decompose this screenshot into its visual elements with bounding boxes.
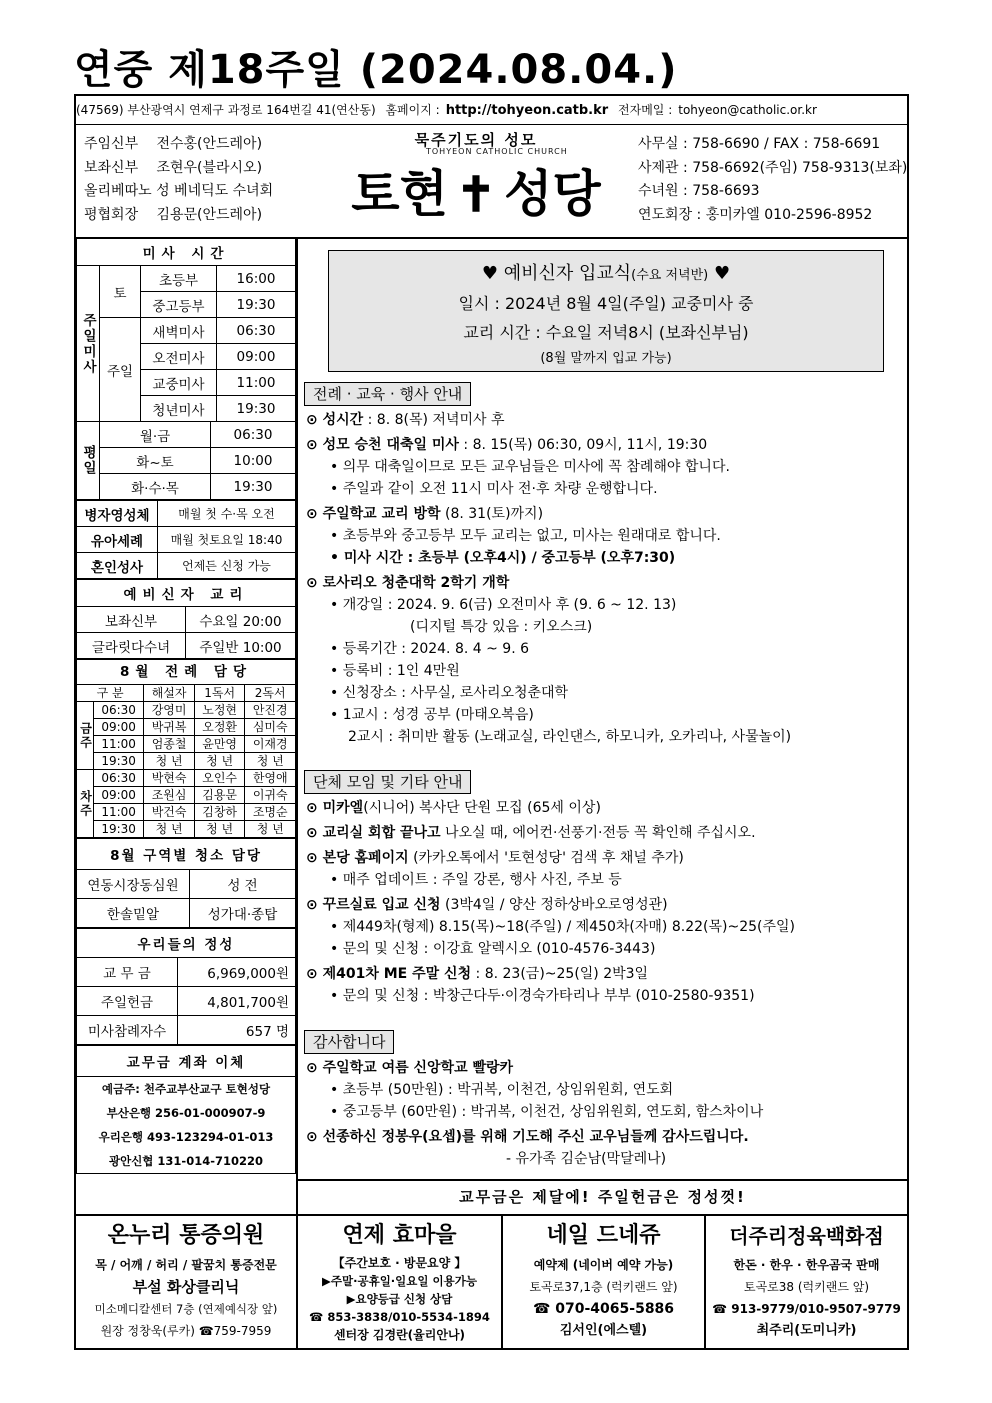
- footer-slogan: 교무금은 제달에! 주일헌금은 정성껏!: [298, 1179, 907, 1213]
- header: [76, 125, 907, 239]
- mass-heading: 미사 시간: [77, 239, 296, 266]
- address: (47569) 부산광역시 연제구 과정로 164번길 41(연산동): [76, 103, 376, 117]
- main-content: [298, 238, 907, 1318]
- mass-table: 미사 시간 주일미사 토 초등부 16:00 중고등부 19:30 주일 새벽미사 06:30 오전미사 09:00 교중미사 11:00 청년미사 19:30 평일 월·금 06:30 화~토 10:00 화·수·목 19:30: [76, 238, 296, 500]
- email-link[interactable]: tohyeon@catholic.or.kr: [678, 103, 817, 117]
- ad-nail: 네일 드네쥬 예약제 (네이버 예약 가능) 토곡로37,1층 (럭키랜드 앞) ☎ 070-4065-5886 김서인(에스텔): [503, 1216, 706, 1350]
- ad-butcher: 더주리정육백화점 한돈 · 한우 · 한우곰국 판매 토곡로38 (럭키랜드 앞) ☎ 913-9779/010-9507-9779 최주리(도미니카): [712, 1224, 901, 1338]
- section-tag-thanks: 감사합니다: [304, 1030, 394, 1054]
- catechumen-table: 예비신자 교리 보좌신부 수요일 20:00 글라릿다수녀 주일반 10:00: [76, 579, 296, 659]
- ads-row: [76, 1214, 907, 1350]
- bulletin-frame: [74, 94, 909, 1350]
- notice-box: ♥ 예비신자 입교식(수요 저녁반) ♥ 일시 : 2024년 8월 4일(주일) 교중미사 중 교리 시간 : 수요일 저녁8시 (보좌신부님) (8월 말까지 입교 가능): [328, 250, 884, 372]
- weekday-label: 평일: [77, 422, 100, 500]
- cleaning-table: 8월 구역별 청소 담당 연동시장동심원 성 전 한솔밑알 성가대·종탑: [76, 838, 296, 928]
- logo-prayer: 묵주기도의 성모: [414, 131, 538, 149]
- homepage-label: 홈페이지 :: [385, 103, 440, 117]
- duty-table: 8월 전례 담당 구 분 해설자 1독서 2독서 금주 06:30 강영미 노정현 안진경 09:00 박귀복 오정환 심미숙 11:00 엄종철 윤만영 이재경 19:30 청 년 청 년 청 년 차주 06:30 박현숙 오인수 한영애 09:00 조원심 김용문 이귀숙 11:00 박건숙 김창하 조명순 19:30 청 년 청 년 청 년: [76, 659, 296, 838]
- page-title: 연중 제18주일 (2024.08.04.): [74, 47, 678, 93]
- sunday-mass-label: 주일미사: [77, 266, 100, 422]
- sacrament-table: 병자영성체 매월 첫 수·목 오전 유아세례 매월 첫토요일 18:40 혼인성사 언제든 신청 가능: [76, 500, 296, 579]
- offering-table: 우리들의 정성 교 무 금 6,969,000원 주일헌금 4,801,700원 미사참례자수 657 명: [76, 928, 296, 1045]
- section-groups: ⊙ 미카엘(시니어) 복사단 단원 모집 (65세 이상) ⊙ 교리실 회합 끝나고 나오실 때, 에어컨·선풍기·전등 꼭 확인해 주십시오. ⊙ 본당 홈페이지 (카카오톡에서 '토현성당' 검색 후 채널 추가) • 매주 업데이트 : 주일 강론, 행사 사진, 주보 등 ⊙ 꾸르실료 입교 신청 (3박4일 / 양산 정하상바오로영성관) • 제449차(형제) 8.15(목)~18(주일) / 제450차(자매) 8.22(목)~25(주일) • 문의 및 신청 : 이강효 알렉시오 (010-4576-3443) ⊙ 제401차 ME 주말 신청 : 8. 23(금)~25(일) 2박3일 • 문의 및 신청 : 박창근다두·이경숙가타리나 부부 (010-2580-9351): [306, 800, 795, 1004]
- logo-seal: TOHYEON CATHOLIC CHURCH: [426, 147, 568, 156]
- homepage-link[interactable]: http://tohyeon.catb.kr: [445, 103, 609, 118]
- email-label: 전자메일 :: [618, 103, 673, 117]
- section-tag-liturgy: 전례 · 교육 · 행사 안내: [304, 382, 471, 406]
- contact-list: 사무실 : 758-6690 / FAX : 758-6691 사제관 : 758-6692(주임) 758-9313(보좌) 수녀원 : 758-6693 연도회장 : 홍미카엘 010-2596-8952: [638, 136, 908, 223]
- sidebar: [76, 238, 298, 1318]
- staff-list: 주임신부 전수홍(안드레아) 보좌신부 조현우(블라시오) 올리베따노 성 베네딕도 수녀회 평협회장 김용문(안드레아): [84, 136, 274, 223]
- section-liturgy: ⊙ 성시간 : 8. 8(목) 저녁미사 후 ⊙ 성모 승천 대축일 미사 : 8. 15(목) 06:30, 09시, 11시, 19:30 • 의무 대축일이므로 모든 교우님들은 미사에 꼭 참례해야 합니다. • 주일과 같이 오전 11시 미사 전·후 차량 운행합니다. ⊙ 주일학교 교리 방학 (8. 31(토)까지) • 초등부와 중고등부 모두 교리는 없고, 미사는 원래대로 합니다. • 미사 시간 : 초등부 (오후4시) / 중고등부 (오후7:30) ⊙ 로사리오 청춘대학 2학기 개학 • 개강일 : 2024. 9. 6(금) 오전미사 후 (9. 6 ~ 12. 13) (디지털 특강 있음 : 키오스크) • 등록기간 : 2024. 8. 4 ~ 9. 6 • 등록비 : 1인 4만원 • 신청장소 : 사무실, 로사리오청춘대학 • 1교시 : 성경 공부 (마태오복음) 2교시 : 취미반 활동 (노래교실, 라인댄스, 하모니카, 오카리나, 사물놀이): [306, 412, 792, 745]
- account-table: 교무금 계좌 이체 예금주: 천주교부산교구 토현성당 부산은행 256-01-000907-9 우리은행 493-123294-01-013 광안신협 131-014-710220: [76, 1045, 296, 1174]
- logo-name: 토현 ✝ 성당: [351, 164, 601, 223]
- cross-icon: ✝: [455, 167, 497, 223]
- church-logo: [316, 129, 636, 233]
- ad-onnuri: 온누리 통증의원 목 / 어깨 / 허리 / 팔꿈치 통증전문 부설 화상클리닉 미소메디칼센터 7층 (연제예식장 앞) 원장 정창욱(루카) ☎759-7959: [76, 1216, 298, 1350]
- section-thanks: ⊙ 주일학교 여름 신앙학교 빨랑카 • 초등부 (50만원) : 박귀복, 이천건, 상임위원회, 연도회 • 중고등부 (60만원) : 박귀복, 이천건, 상임위원회, 연도회, 함스차이나 ⊙ 선종하신 정봉우(요셉)를 위해 기도해 주신 교우님들께 감사드립니다. - 유가족 김순남(막달레나): [306, 1060, 764, 1167]
- address-bar: [76, 96, 907, 125]
- ad-hyomaeul: 연제 효마을 【주간보호 · 방문요양 】 ▶주말·공휴일·일요일 이용가능 ▶요양등급 신청 상담 ☎ 853-3838/010-5534-1894 센터장 김경란(율리안나): [298, 1216, 503, 1350]
- section-tag-groups: 단체 모임 및 기타 안내: [304, 770, 471, 794]
